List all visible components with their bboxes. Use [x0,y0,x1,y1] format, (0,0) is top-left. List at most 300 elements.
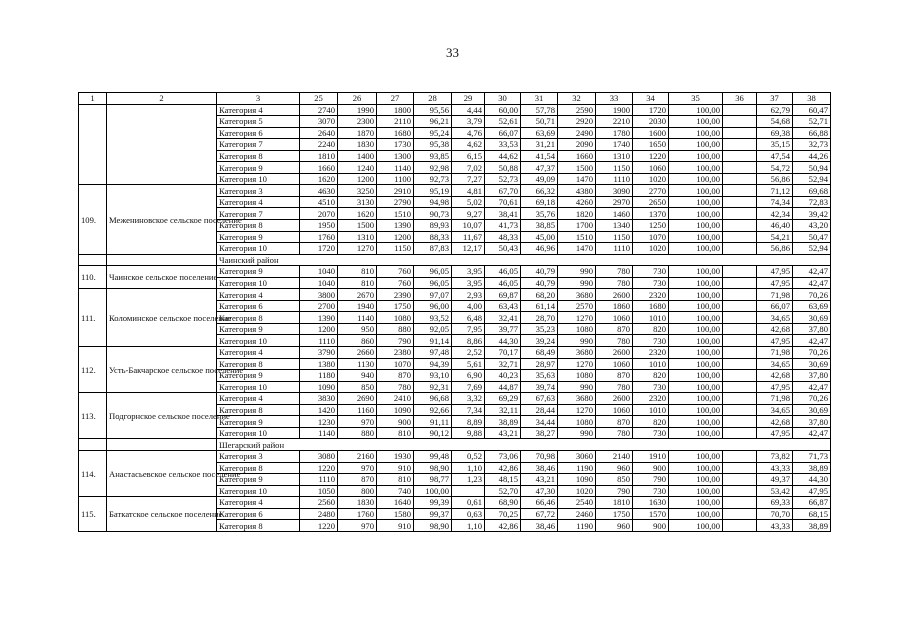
value-cell: 990 [558,277,596,289]
value-cell [723,104,757,116]
value-cell [723,173,757,185]
value-cell: 90,12 [414,427,452,439]
value-cell: 46,40 [757,220,793,232]
value-cell: 96,21 [414,116,452,128]
table-row [79,347,831,359]
value-cell: 1110 [596,243,633,255]
value-cell: 3,95 [452,266,485,278]
value-cell: 100,00 [414,485,452,497]
value-cell: 1460 [596,208,633,220]
value-cell [723,196,757,208]
value-cell: 1510 [377,208,414,220]
column-header: 1 [79,93,107,105]
value-cell: 1660 [558,150,596,162]
value-cell: 44,62 [485,150,521,162]
value-cell: 2920 [558,116,596,128]
value-cell: 93,85 [414,150,452,162]
value-cell: 41,54 [521,150,558,162]
column-header: 36 [723,93,757,105]
value-cell: 3250 [338,185,377,197]
value-cell: 44,26 [793,150,831,162]
value-cell: 35,76 [521,208,558,220]
value-cell: 92,66 [414,404,452,416]
value-cell: 1200 [377,231,414,243]
value-cell: 72,83 [793,196,831,208]
value-cell: 1090 [558,474,596,486]
header-row [79,93,831,105]
table-row [79,450,831,462]
category-cell: Категория 10 [217,173,300,185]
value-cell: 1750 [377,300,414,312]
value-cell: 39,74 [521,381,558,393]
category-cell: Категория 6 [217,508,300,520]
value-cell [723,150,757,162]
value-cell: 1700 [558,220,596,232]
value-cell: 1600 [633,127,669,139]
value-cell: 50,47 [793,231,831,243]
value-cell: 1400 [338,150,377,162]
column-header: 26 [338,93,377,105]
value-cell: 1010 [633,312,669,324]
value-cell: 38,89 [485,416,521,428]
value-cell: 45,00 [521,231,558,243]
value-cell [723,127,757,139]
value-cell: 54,21 [757,231,793,243]
value-cell: 1010 [633,358,669,370]
value-cell: 67,63 [521,393,558,405]
value-cell: 3070 [300,116,338,128]
settlement-number: 110. [79,266,107,289]
value-cell: 780 [596,335,633,347]
value-cell: 2790 [377,196,414,208]
value-cell: 860 [338,335,377,347]
value-cell: 7,27 [452,173,485,185]
value-cell: 4,00 [452,300,485,312]
value-cell: 70,61 [485,196,521,208]
value-cell: 2970 [596,196,633,208]
value-cell: 9,27 [452,208,485,220]
value-cell: 47,37 [521,162,558,174]
value-cell: 100,00 [669,485,723,497]
value-cell: 730 [633,277,669,289]
value-cell: 43,20 [793,220,831,232]
value-cell: 63,69 [793,300,831,312]
value-cell: 68,90 [485,497,521,509]
settlement-name: Анастасьевское сельское поселение [107,450,217,496]
value-cell: 1680 [377,127,414,139]
value-cell: 61,14 [521,300,558,312]
value-cell: 98,90 [414,520,452,532]
value-cell: 42,86 [485,462,521,474]
column-header: 3 [217,93,300,105]
value-cell: 1110 [300,335,338,347]
category-cell: Категория 9 [217,231,300,243]
value-cell: 1760 [300,231,338,243]
table-row [79,289,831,301]
value-cell: 2560 [300,497,338,509]
value-cell: 1140 [377,162,414,174]
value-cell: 46,05 [485,266,521,278]
value-cell: 820 [633,416,669,428]
value-cell: 92,73 [414,173,452,185]
value-cell: 740 [377,485,414,497]
value-cell: 1380 [300,358,338,370]
value-cell: 0,52 [452,450,485,462]
settlement-number: 112. [79,347,107,393]
category-cell: Категория 8 [217,220,300,232]
value-cell: 1250 [633,220,669,232]
value-cell: 95,56 [414,104,452,116]
value-cell: 69,38 [757,127,793,139]
settlement-name [107,104,217,185]
value-cell: 42,86 [485,520,521,532]
value-cell: 1750 [596,508,633,520]
value-cell: 1630 [633,497,669,509]
value-cell: 99,48 [414,450,452,462]
value-cell: 2590 [558,104,596,116]
value-cell: 7,02 [452,162,485,174]
value-cell: 1640 [377,497,414,509]
value-cell: 1580 [377,508,414,520]
value-cell: 900 [377,416,414,428]
value-cell: 2030 [633,116,669,128]
value-cell: 87,83 [414,243,452,255]
column-header: 33 [596,93,633,105]
value-cell: 50,88 [485,162,521,174]
category-cell: Категория 9 [217,323,300,335]
column-header: 28 [414,93,452,105]
value-cell: 9,88 [452,427,485,439]
value-cell: 68,49 [521,347,558,359]
value-cell: 3680 [558,289,596,301]
value-cell: 4,81 [452,185,485,197]
value-cell: 50,43 [485,243,521,255]
category-cell: Категория 10 [217,243,300,255]
value-cell: 100,00 [669,300,723,312]
value-cell: 32,41 [485,312,521,324]
value-cell: 100,00 [669,323,723,335]
value-cell: 43,33 [757,462,793,474]
value-cell: 100,00 [669,196,723,208]
value-cell: 2210 [596,116,633,128]
value-cell: 2380 [377,347,414,359]
value-cell: 95,24 [414,127,452,139]
value-cell: 47,95 [757,277,793,289]
value-cell: 2320 [633,393,669,405]
blank-cell [107,254,217,266]
value-cell: 1100 [377,173,414,185]
value-cell: 1220 [633,150,669,162]
value-cell: 1830 [338,497,377,509]
value-cell: 800 [338,485,377,497]
value-cell: 30,69 [793,312,831,324]
value-cell: 92,05 [414,323,452,335]
value-cell: 48,33 [485,231,521,243]
table-row [79,104,831,116]
value-cell: 93,10 [414,370,452,382]
page-number: 33 [446,45,459,60]
value-cell: 38,27 [521,427,558,439]
value-cell: 100,00 [669,520,723,532]
value-cell: 1310 [596,150,633,162]
value-cell: 28,97 [521,358,558,370]
value-cell: 8,86 [452,335,485,347]
value-cell: 780 [596,277,633,289]
value-cell: 3090 [596,185,633,197]
category-cell: Категория 10 [217,335,300,347]
value-cell: 71,98 [757,393,793,405]
value-cell: 49,37 [757,474,793,486]
value-cell: 56,86 [757,243,793,255]
value-cell: 1680 [633,300,669,312]
value-cell: 41,73 [485,220,521,232]
value-cell: 1110 [596,173,633,185]
value-cell [723,520,757,532]
value-cell: 1230 [300,416,338,428]
value-cell: 1190 [558,462,596,474]
value-cell: 100,00 [669,335,723,347]
value-cell: 1930 [377,450,414,462]
value-cell [723,116,757,128]
value-cell: 7,95 [452,323,485,335]
value-cell: 780 [596,427,633,439]
value-cell: 1050 [300,485,338,497]
value-cell: 3060 [558,450,596,462]
value-cell: 1470 [558,173,596,185]
value-cell: 5,61 [452,358,485,370]
value-cell: 780 [596,381,633,393]
value-cell: 2600 [596,347,633,359]
value-cell: 2110 [377,116,414,128]
value-cell: 2650 [633,196,669,208]
value-cell: 52,70 [485,485,521,497]
value-cell: 100,00 [669,358,723,370]
value-cell: 1160 [338,404,377,416]
value-cell: 98,90 [414,462,452,474]
value-cell: 1720 [633,104,669,116]
value-cell: 2490 [558,127,596,139]
category-cell: Категория 9 [217,416,300,428]
settlement-name: Коломинское сельское поселение [107,289,217,347]
value-cell: 850 [596,474,633,486]
value-cell: 900 [633,462,669,474]
value-cell: 42,47 [793,266,831,278]
value-cell: 1720 [300,243,338,255]
value-cell [723,139,757,151]
value-cell: 2600 [596,393,633,405]
value-cell: 30,69 [793,358,831,370]
value-cell: 38,89 [793,520,831,532]
value-cell: 43,21 [485,427,521,439]
value-cell: 1140 [300,427,338,439]
value-cell: 93,52 [414,312,452,324]
value-cell: 2540 [558,497,596,509]
value-cell: 1270 [558,358,596,370]
value-cell: 2410 [377,393,414,405]
value-cell: 1860 [596,300,633,312]
value-cell: 42,47 [793,427,831,439]
table-row [79,266,831,278]
value-cell: 820 [633,370,669,382]
value-cell: 2070 [300,208,338,220]
value-cell: 97,07 [414,289,452,301]
value-cell: 1820 [558,208,596,220]
value-cell [723,450,757,462]
value-cell: 100,00 [669,474,723,486]
value-cell: 1470 [558,243,596,255]
value-cell: 1370 [633,208,669,220]
settlement-number: 113. [79,393,107,439]
value-cell: 34,65 [757,358,793,370]
value-cell: 6,48 [452,312,485,324]
value-cell: 1,10 [452,462,485,474]
table-row [79,393,831,405]
value-cell: 1020 [633,173,669,185]
value-cell: 790 [596,485,633,497]
category-cell: Категория 10 [217,427,300,439]
value-cell: 70,26 [793,289,831,301]
district-row [79,439,831,451]
value-cell: 1200 [300,323,338,335]
value-cell: 100,00 [669,427,723,439]
value-cell: 100,00 [669,185,723,197]
value-cell: 100,00 [669,289,723,301]
category-cell: Категория 4 [217,347,300,359]
value-cell: 100,00 [669,116,723,128]
category-cell: Категория 8 [217,404,300,416]
value-cell [723,474,757,486]
value-cell: 1500 [338,220,377,232]
value-cell: 40,79 [521,266,558,278]
value-cell: 1010 [633,404,669,416]
category-cell: Категория 8 [217,312,300,324]
category-cell: Категория 6 [217,127,300,139]
value-cell [723,323,757,335]
category-cell: Категория 10 [217,485,300,497]
value-cell: 56,86 [757,173,793,185]
value-cell: 47,95 [757,335,793,347]
value-cell: 96,05 [414,266,452,278]
value-cell: 1060 [633,162,669,174]
value-cell: 2,52 [452,347,485,359]
value-cell: 49,09 [521,173,558,185]
value-cell: 68,15 [793,508,831,520]
value-cell: 69,33 [757,497,793,509]
value-cell: 1020 [633,243,669,255]
value-cell: 38,41 [485,208,521,220]
value-cell: 3,32 [452,393,485,405]
value-cell: 1270 [558,312,596,324]
value-cell: 42,68 [757,416,793,428]
value-cell: 39,42 [793,208,831,220]
column-header: 32 [558,93,596,105]
settlement-name: Баткатское сельское поселение [107,497,217,532]
value-cell: 1620 [300,173,338,185]
value-cell: 870 [338,474,377,486]
value-cell: 8,89 [452,416,485,428]
value-cell: 42,34 [757,208,793,220]
blank-cell [79,254,107,266]
value-cell: 1870 [338,127,377,139]
value-cell: 32,11 [485,404,521,416]
value-cell: 37,80 [793,416,831,428]
value-cell: 39,77 [485,323,521,335]
value-cell: 3080 [300,450,338,462]
value-cell: 780 [596,266,633,278]
value-cell: 100,00 [669,370,723,382]
district-label: Шегарский район [217,439,831,451]
value-cell: 1760 [338,508,377,520]
category-cell: Категория 9 [217,370,300,382]
settlement-name: Межениновское сельское поселение [107,185,217,254]
district-row [79,254,831,266]
value-cell: 1150 [596,162,633,174]
value-cell: 1620 [338,208,377,220]
value-cell: 66,07 [757,300,793,312]
value-cell: 970 [338,520,377,532]
value-cell: 38,46 [521,462,558,474]
value-cell: 100,00 [669,462,723,474]
value-cell: 1780 [596,127,633,139]
value-cell: 32,73 [793,139,831,151]
value-cell [723,289,757,301]
value-cell: 54,68 [757,116,793,128]
value-cell: 3680 [558,347,596,359]
value-cell: 1910 [633,450,669,462]
value-cell: 46,05 [485,277,521,289]
value-cell: 100,00 [669,139,723,151]
value-cell: 100,00 [669,162,723,174]
value-cell: 790 [633,474,669,486]
value-cell: 1570 [633,508,669,520]
value-cell: 1390 [377,220,414,232]
value-cell: 42,68 [757,370,793,382]
value-cell: 2700 [300,300,338,312]
value-cell: 42,47 [793,381,831,393]
value-cell: 100,00 [669,416,723,428]
value-cell: 1310 [338,231,377,243]
value-cell: 2390 [377,289,414,301]
category-cell: Категория 9 [217,162,300,174]
district-label: Чаинский район [217,254,831,266]
category-cell: Категория 4 [217,104,300,116]
value-cell: 7,69 [452,381,485,393]
category-cell: Категория 9 [217,266,300,278]
value-cell: 100,00 [669,404,723,416]
value-cell [723,404,757,416]
column-header: 34 [633,93,669,105]
value-cell: 1110 [300,474,338,486]
value-cell: 2320 [633,347,669,359]
value-cell: 950 [338,323,377,335]
value-cell: 4,44 [452,104,485,116]
value-cell: 47,30 [521,485,558,497]
value-cell: 4630 [300,185,338,197]
value-cell: 54,72 [757,162,793,174]
value-cell [723,427,757,439]
settlement-name: Чаинское сельское поселение [107,266,217,289]
value-cell: 3130 [338,196,377,208]
value-cell: 730 [633,381,669,393]
category-cell: Категория 4 [217,289,300,301]
value-cell: 50,94 [793,162,831,174]
value-cell: 71,12 [757,185,793,197]
value-cell: 1990 [338,104,377,116]
blank-cell [107,439,217,451]
value-cell: 67,70 [485,185,521,197]
value-cell: 790 [377,335,414,347]
value-cell: 92,98 [414,162,452,174]
